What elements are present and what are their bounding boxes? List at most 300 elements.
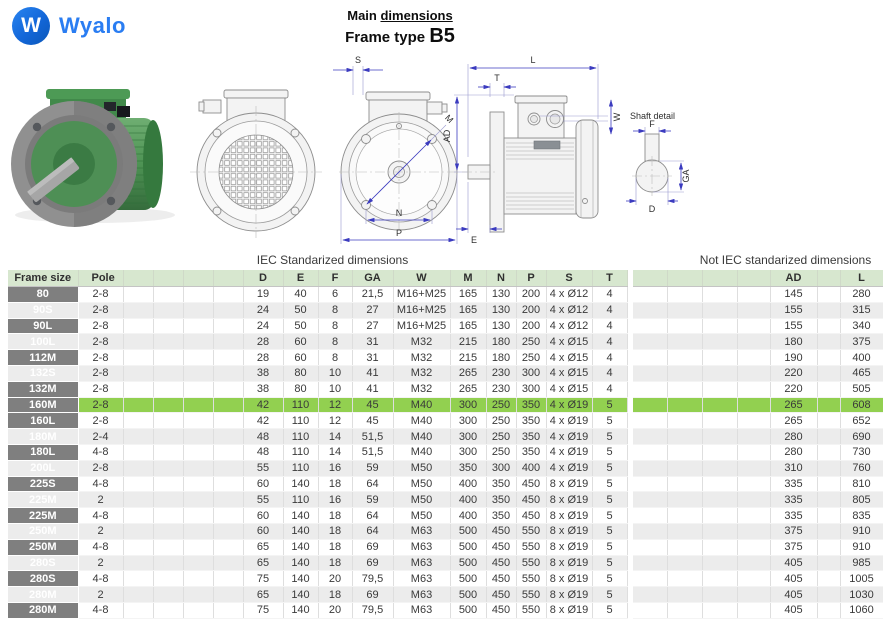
dim-cell: 4 x Ø19 (546, 429, 592, 445)
dim-cell: 2-8 (78, 334, 123, 350)
dim-cell: 140 (283, 508, 318, 524)
dim-cell: 4 x Ø15 (546, 365, 592, 381)
table-row[interactable] (633, 571, 883, 587)
dim-cell: 350 (486, 508, 516, 524)
dim-cell (153, 602, 183, 618)
dim-cell: 350 (486, 476, 516, 492)
dim-cell: 2-8 (78, 318, 123, 334)
dim-cell: 250 (486, 444, 516, 460)
dim-cell: 230 (486, 381, 516, 397)
table-row[interactable] (8, 587, 627, 603)
dim-cell (737, 350, 770, 366)
table-row[interactable] (8, 318, 627, 334)
table-row[interactable] (8, 444, 627, 460)
table-row[interactable] (633, 492, 883, 508)
dim-cell: 760 (840, 460, 883, 476)
dim-cell (702, 287, 737, 303)
col-header-empty (667, 270, 702, 287)
table-row[interactable] (633, 444, 883, 460)
dim-cell: 140 (283, 587, 318, 603)
dim-cell (817, 476, 840, 492)
dim-cell: 140 (283, 555, 318, 571)
dim-cell: 41 (352, 381, 393, 397)
dim-cell: 4 (592, 334, 627, 350)
dim-label-p: P (395, 228, 403, 238)
frame-size-cell: 132M (8, 381, 78, 397)
dim-cell: 18 (318, 555, 352, 571)
dim-cell: 4 x Ø12 (546, 302, 592, 318)
dim-cell (633, 365, 667, 381)
col-header-empty (817, 270, 840, 287)
table-row[interactable] (633, 539, 883, 555)
dim-cell (817, 587, 840, 603)
dim-cell: 2 (78, 492, 123, 508)
dim-cell (737, 508, 770, 524)
dim-cell: 505 (840, 381, 883, 397)
table-row[interactable] (8, 302, 627, 318)
frame-size-cell: 132S (8, 365, 78, 381)
table-row[interactable] (633, 397, 883, 413)
dim-cell: 55 (243, 460, 283, 476)
frame-type-code: B5 (429, 25, 455, 47)
dim-cell: 80 (283, 381, 318, 397)
dim-cell (153, 587, 183, 603)
dim-cell: M50 (393, 508, 450, 524)
dim-cell: 180 (486, 334, 516, 350)
iec-table-header (8, 270, 627, 287)
dim-cell: M63 (393, 602, 450, 618)
iec-table-title: IEC Standarized dimensions (256, 253, 409, 267)
dim-cell (702, 318, 737, 334)
table-row[interactable] (8, 571, 627, 587)
table-row[interactable] (8, 602, 627, 618)
table-row[interactable] (633, 334, 883, 350)
dim-cell: 5 (592, 508, 627, 524)
dim-cell: 59 (352, 492, 393, 508)
dim-cell: 5 (592, 492, 627, 508)
dim-cell: 4-8 (78, 508, 123, 524)
dim-cell (153, 539, 183, 555)
dim-cell: 2-8 (78, 350, 123, 366)
dim-cell (183, 334, 213, 350)
frame-size-cell: 200L (8, 460, 78, 476)
dim-cell: 265 (450, 365, 486, 381)
table-row[interactable] (633, 350, 883, 366)
dim-cell: 8 (318, 350, 352, 366)
dim-cell (123, 476, 153, 492)
dim-cell: 250 (486, 429, 516, 445)
dim-cell (702, 429, 737, 445)
dim-cell: 4 (592, 350, 627, 366)
dim-cell: 300 (516, 381, 546, 397)
dim-cell (633, 429, 667, 445)
dim-cell: 550 (516, 539, 546, 555)
dim-cell: 40 (283, 287, 318, 303)
dim-cell (183, 381, 213, 397)
dim-cell (667, 571, 702, 587)
dim-cell: 55 (243, 492, 283, 508)
dim-cell (817, 429, 840, 445)
dim-label-ad: AD (442, 129, 452, 143)
frame-size-cell: 160L (8, 413, 78, 429)
dim-cell (667, 508, 702, 524)
dim-cell: 400 (450, 476, 486, 492)
table-row[interactable] (8, 381, 627, 397)
table-row[interactable] (8, 350, 627, 366)
dim-cell (213, 429, 243, 445)
dim-cell: M40 (393, 413, 450, 429)
dim-cell (633, 492, 667, 508)
dim-cell: 350 (486, 492, 516, 508)
table-row[interactable] (633, 587, 883, 603)
table-row[interactable] (8, 365, 627, 381)
dim-cell (213, 587, 243, 603)
dim-cell (667, 381, 702, 397)
dim-cell: 450 (516, 476, 546, 492)
dim-cell: 65 (243, 539, 283, 555)
dim-cell (213, 571, 243, 587)
dim-cell: 280 (770, 429, 817, 445)
frame-size-cell: 160M (8, 397, 78, 413)
table-row[interactable] (8, 334, 627, 350)
table-row[interactable] (633, 302, 883, 318)
table-row[interactable] (8, 476, 627, 492)
dim-cell: M40 (393, 444, 450, 460)
dim-cell: 5 (592, 587, 627, 603)
dim-cell: 8 x Ø19 (546, 555, 592, 571)
dim-label-ga: GA (681, 169, 691, 183)
table-row[interactable] (633, 381, 883, 397)
dim-cell: 810 (840, 476, 883, 492)
dim-cell (817, 444, 840, 460)
dim-cell (817, 460, 840, 476)
dim-cell (183, 571, 213, 587)
table-row[interactable] (633, 460, 883, 476)
dim-cell: 130 (486, 302, 516, 318)
table-row[interactable] (8, 539, 627, 555)
dim-cell: 8 x Ø19 (546, 508, 592, 524)
dim-cell: 27 (352, 302, 393, 318)
table-row[interactable] (8, 523, 627, 539)
dim-cell (183, 523, 213, 539)
dim-cell: 48 (243, 444, 283, 460)
dim-cell: 350 (450, 460, 486, 476)
dim-cell (737, 413, 770, 429)
dim-cell: 21,5 (352, 287, 393, 303)
dim-cell (817, 571, 840, 587)
dim-cell (153, 492, 183, 508)
page-title-underlined: dimensions (380, 8, 453, 23)
dim-cell (213, 365, 243, 381)
table-row[interactable] (8, 555, 627, 571)
dim-cell (153, 476, 183, 492)
dim-cell: 4-8 (78, 539, 123, 555)
dim-cell (183, 413, 213, 429)
dim-cell: 180 (486, 350, 516, 366)
dim-cell: 5 (592, 476, 627, 492)
dim-cell: 315 (840, 302, 883, 318)
dim-cell: M63 (393, 523, 450, 539)
non-iec-dimensions-table (633, 270, 883, 619)
dim-cell: 2 (78, 555, 123, 571)
dim-cell (702, 397, 737, 413)
table-row[interactable] (633, 602, 883, 618)
dim-cell: 280 (840, 287, 883, 303)
table-row[interactable] (633, 508, 883, 524)
dim-cell: 450 (516, 508, 546, 524)
dim-cell: 2 (78, 523, 123, 539)
dim-cell: 350 (516, 444, 546, 460)
non-iec-table-title: Not IEC standarized dimensions (699, 253, 872, 267)
dim-cell (153, 334, 183, 350)
table-row[interactable] (8, 460, 627, 476)
dim-cell: 1030 (840, 587, 883, 603)
dim-cell (153, 287, 183, 303)
dim-cell (633, 318, 667, 334)
col-header-empty (183, 270, 213, 287)
table-row[interactable] (633, 476, 883, 492)
table-row[interactable] (8, 397, 627, 413)
col-header-s: S (546, 270, 592, 287)
col-header-m: M (450, 270, 486, 287)
frame-size-cell: 225S (8, 476, 78, 492)
dim-cell (702, 508, 737, 524)
dim-cell: 985 (840, 555, 883, 571)
dim-cell: 110 (283, 492, 318, 508)
dim-cell (123, 492, 153, 508)
dim-cell: 2-8 (78, 302, 123, 318)
dim-cell (633, 476, 667, 492)
dim-cell: 79,5 (352, 602, 393, 618)
dim-cell: 730 (840, 444, 883, 460)
dim-cell: 51,5 (352, 444, 393, 460)
dim-label-n: N (395, 208, 403, 218)
col-header-n: N (486, 270, 516, 287)
dim-cell: M63 (393, 539, 450, 555)
dim-cell (183, 287, 213, 303)
dim-cell: 450 (486, 602, 516, 618)
dim-cell (153, 523, 183, 539)
table-row[interactable] (8, 413, 627, 429)
dim-cell (633, 444, 667, 460)
dim-cell: 690 (840, 429, 883, 445)
dim-cell: 180 (770, 334, 817, 350)
table-row[interactable] (633, 555, 883, 571)
dim-cell: 5 (592, 523, 627, 539)
dim-cell (153, 413, 183, 429)
dim-label-t: T (494, 73, 500, 83)
dim-label-f: F (649, 119, 655, 129)
dim-cell: M50 (393, 476, 450, 492)
dim-cell (633, 334, 667, 350)
table-row[interactable] (633, 523, 883, 539)
dim-cell: 2-4 (78, 429, 123, 445)
dim-cell: 45 (352, 413, 393, 429)
dim-cell: 4-8 (78, 571, 123, 587)
table-row[interactable] (633, 287, 883, 303)
dim-cell: M40 (393, 397, 450, 413)
dim-cell: 64 (352, 508, 393, 524)
dim-cell: 550 (516, 602, 546, 618)
dim-cell: 200 (516, 318, 546, 334)
dim-cell: 5 (592, 429, 627, 445)
dim-cell: M50 (393, 460, 450, 476)
dim-cell: 12 (318, 413, 352, 429)
dim-cell (702, 476, 737, 492)
dim-cell (123, 397, 153, 413)
dim-cell: 350 (516, 397, 546, 413)
dim-cell: 2-8 (78, 460, 123, 476)
dim-cell (737, 397, 770, 413)
dim-cell (817, 365, 840, 381)
dim-cell (633, 381, 667, 397)
dim-cell: 4 x Ø19 (546, 413, 592, 429)
dim-cell (153, 318, 183, 334)
dim-cell (123, 539, 153, 555)
table-row[interactable] (633, 429, 883, 445)
col-header-empty (702, 270, 737, 287)
dim-cell (667, 429, 702, 445)
dim-cell: 465 (840, 365, 883, 381)
frame-size-cell: 250M (8, 523, 78, 539)
dim-cell: 5 (592, 602, 627, 618)
dim-cell: 19 (243, 287, 283, 303)
dim-cell (702, 555, 737, 571)
dim-cell: 300 (450, 397, 486, 413)
dim-cell: 14 (318, 429, 352, 445)
dim-cell: 1060 (840, 602, 883, 618)
flange-view-drawing (333, 55, 459, 244)
dim-cell (183, 365, 213, 381)
dim-cell: 2 (78, 587, 123, 603)
dim-cell (817, 602, 840, 618)
dim-cell: 16 (318, 460, 352, 476)
brand-logo-letter: W (21, 14, 41, 37)
page-title-prefix: Main (347, 8, 381, 23)
dim-cell (667, 413, 702, 429)
dim-cell: 190 (770, 350, 817, 366)
dim-cell (213, 444, 243, 460)
dim-cell (633, 397, 667, 413)
dim-cell: 145 (770, 287, 817, 303)
dim-cell (123, 365, 153, 381)
dim-cell: 500 (450, 555, 486, 571)
dim-cell (817, 508, 840, 524)
dim-cell: 60 (243, 476, 283, 492)
dim-cell (817, 302, 840, 318)
dim-cell: 18 (318, 539, 352, 555)
dim-cell: 5 (592, 413, 627, 429)
dim-cell (817, 555, 840, 571)
dim-cell: 4 (592, 381, 627, 397)
table-row[interactable] (8, 429, 627, 445)
dim-cell (702, 539, 737, 555)
frame-size-cell: 180M (8, 429, 78, 445)
dim-cell: 8 x Ø19 (546, 492, 592, 508)
dim-cell (817, 287, 840, 303)
dim-cell (702, 602, 737, 618)
col-header-d: D (243, 270, 283, 287)
frame-size-cell: 112M (8, 350, 78, 366)
dim-cell: 335 (770, 508, 817, 524)
dim-cell: 405 (770, 602, 817, 618)
dim-cell: 18 (318, 587, 352, 603)
dim-cell (633, 287, 667, 303)
dim-cell: 250 (486, 397, 516, 413)
dim-cell (153, 508, 183, 524)
dim-cell: 75 (243, 571, 283, 587)
table-row[interactable] (633, 365, 883, 381)
dim-cell: 69 (352, 555, 393, 571)
dim-cell: 5 (592, 460, 627, 476)
dim-cell: 230 (486, 365, 516, 381)
dim-cell (123, 460, 153, 476)
dim-cell (633, 523, 667, 539)
col-header-e: E (283, 270, 318, 287)
dim-cell (183, 492, 213, 508)
dim-cell (702, 350, 737, 366)
dim-cell: 350 (516, 413, 546, 429)
dim-cell: 300 (450, 413, 486, 429)
table-row[interactable] (8, 287, 627, 303)
frame-size-cell: 90L (8, 318, 78, 334)
table-row[interactable] (8, 492, 627, 508)
frame-size-cell: 80 (8, 287, 78, 303)
table-row[interactable] (8, 508, 627, 524)
dim-cell: 8 x Ø19 (546, 539, 592, 555)
dim-cell: 220 (770, 365, 817, 381)
dim-cell: 400 (840, 350, 883, 366)
dim-cell (183, 539, 213, 555)
dim-cell: 375 (840, 334, 883, 350)
dim-cell: 165 (450, 302, 486, 318)
dim-cell: 1005 (840, 571, 883, 587)
dim-cell: 18 (318, 508, 352, 524)
dim-label-l: L (530, 55, 536, 65)
dim-cell (702, 381, 737, 397)
dim-cell: M16+M25 (393, 302, 450, 318)
dim-cell (667, 555, 702, 571)
dim-cell: 910 (840, 539, 883, 555)
table-row[interactable] (633, 318, 883, 334)
dim-cell (737, 429, 770, 445)
col-header-t: T (592, 270, 627, 287)
dim-cell (183, 302, 213, 318)
dim-cell: 405 (770, 587, 817, 603)
dim-cell (123, 429, 153, 445)
col-header-p: P (516, 270, 546, 287)
dim-cell (817, 492, 840, 508)
dim-cell (702, 365, 737, 381)
dim-cell (737, 571, 770, 587)
dim-cell (123, 302, 153, 318)
dim-cell: 4 (592, 302, 627, 318)
dim-cell: 59 (352, 460, 393, 476)
dim-cell: 4 x Ø12 (546, 318, 592, 334)
dim-cell: 130 (486, 287, 516, 303)
dim-cell: 400 (450, 508, 486, 524)
table-row[interactable] (633, 413, 883, 429)
dim-cell (213, 397, 243, 413)
shaft-detail-label: Shaft detail (630, 111, 676, 121)
dim-cell (123, 571, 153, 587)
dim-cell (213, 381, 243, 397)
dim-cell (123, 523, 153, 539)
dim-cell (702, 460, 737, 476)
dim-cell (737, 365, 770, 381)
dim-cell (633, 571, 667, 587)
dim-cell: 215 (450, 334, 486, 350)
